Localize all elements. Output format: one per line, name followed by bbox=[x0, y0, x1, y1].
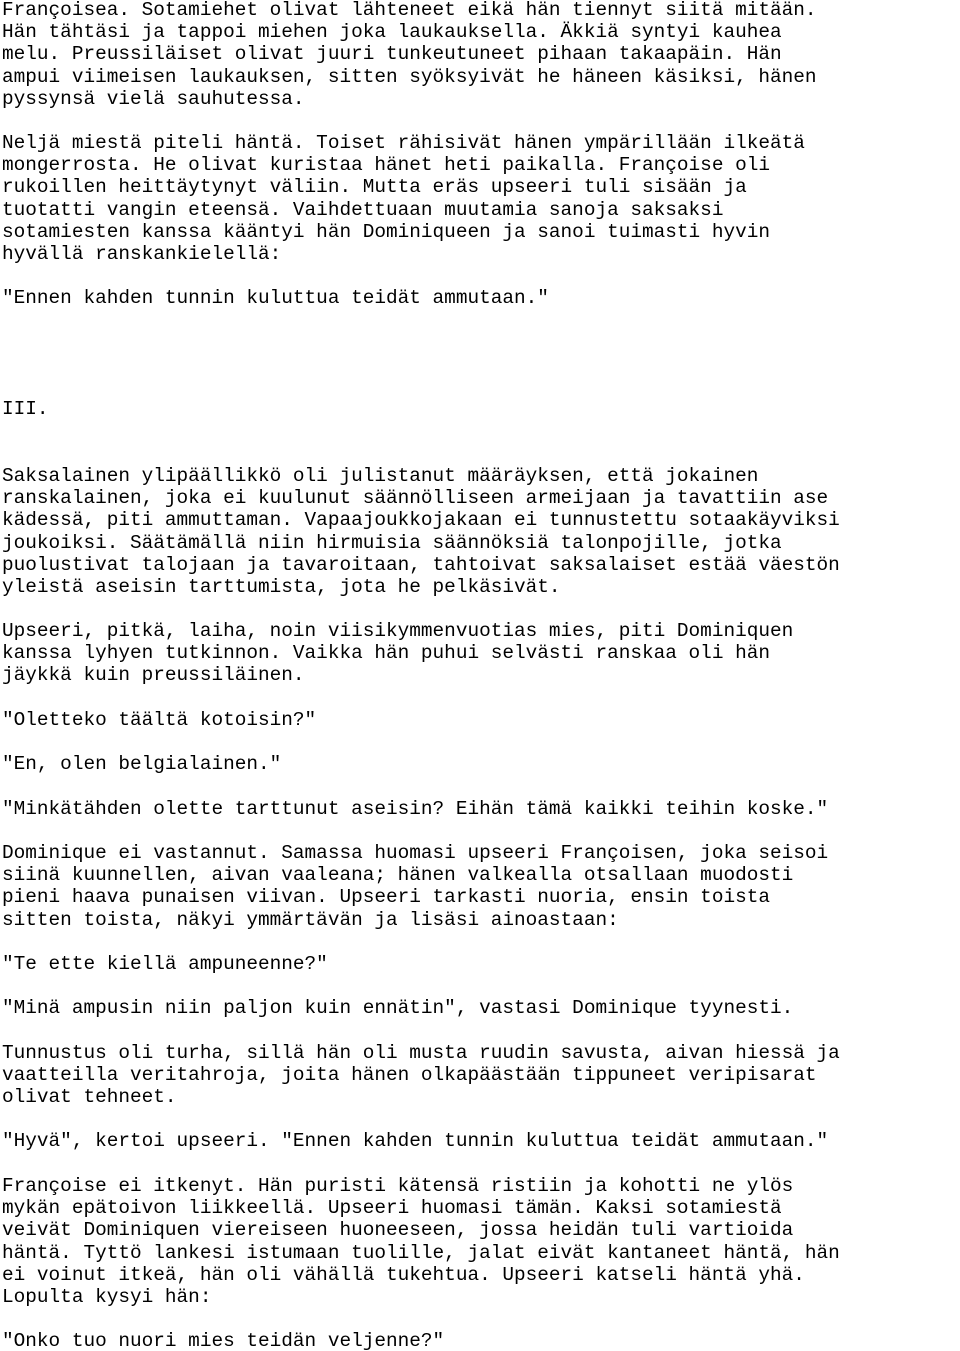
chapter-heading: III. bbox=[2, 398, 49, 420]
paragraph-4: Upseeri, pitkä, laiha, noin viisikymmenvuotias mies, piti Dominiquen kanssa lyhyen tutkinnon. Vaikka hän puhui selvästi ranskaa oli hän jäykkä kuin preussiläinen. bbox=[2, 620, 794, 687]
quote-1: "Ennen kahden tunnin kuluttua teidät ammutaan." bbox=[2, 287, 549, 309]
quote-7: "Hyvä", kertoi upseeri. "Ennen kahden tunnin kuluttua teidät ammutaan." bbox=[2, 1130, 829, 1152]
quote-8: "Onko tuo nuori mies teidän veljenne?" bbox=[2, 1330, 445, 1351]
quote-4: "Minkätähden olette tarttunut aseisin? Eihän tämä kaikki teihin koske." bbox=[2, 798, 829, 820]
paragraph-2: Neljä miestä piteli häntä. Toiset rähisivät hänen ympärillään ilkeätä mongerrosta. He olivat kuristaa hänet heti paikalla. Françoise oli rukoillen heittäytynyt väliin. Mutta eräs upseeri tuli sisään ja tuotatti vangin eteensä. Vaihdettuaan muutamia sanoja saksaksi sotamiesten kanssa kääntyi hän Dominiqueen ja sanoi tuimasti hyvin hyvällä ranskankielellä: bbox=[2, 132, 805, 266]
quote-6: "Minä ampusin niin paljon kuin ennätin", vastasi Dominique tyynesti. bbox=[2, 997, 794, 1019]
paragraph-6: Tunnustus oli turha, sillä hän oli musta ruudin savusta, aivan hiessä ja vaatteilla veritahroja, joita hänen olkapäästään tippuneet veripisarat olivat tehneet. bbox=[2, 1042, 840, 1109]
paragraph-3: Saksalainen ylipäällikkö oli julistanut määräyksen, että jokainen ranskalainen, joka ei kuulunut säännölliseen armeijaan ja tavattiin ase kädessä, piti ammuttaman. Vapaajoukkojakaan ei tunnustettu sotaakäyviksi joukoiksi. Säätämällä niin hirmuisia säännöksiä talonpojille, jotka puolustivat talojaan ja tavaroitaan, tahtoivat saksalaiset estää väestön yleistä aseisin tarttumista, jota he pelkäsivät. bbox=[2, 465, 840, 599]
paragraph-1: Françoisea. Sotamiehet olivat lähteneet eikä hän tiennyt siitä mitään. Hän tähtäsi ja tappoi miehen joka laukauksella. Äkkiä syntyi kauhea melu. Preussiläiset olivat juuri tunkeutuneet pihaan takaapäin. Hän ampui viimeisen laukauksen, sitten syöksyivät he häneen käsiksi, hänen pyssynsä vielä sauhutessa. bbox=[2, 0, 817, 110]
paragraph-7: Françoise ei itkenyt. Hän puristi kätensä ristiin ja kohotti ne ylös mykän epätoivon liikkeellä. Upseeri huomasi tämän. Kaksi sotamiestä veivät Dominiquen viereiseen huoneeseen, jossa heidän tuli vartioida häntä. Tyttö lankesi istumaan tuolille, jalat eivät kantaneet häntä, hän ei voinut itkeä, hän oli vähällä tukehtua. Upseeri katseli häntä yhä. Lopulta kysyi hän: bbox=[2, 1175, 840, 1309]
quote-5: "Te ette kiellä ampuneenne?" bbox=[2, 953, 328, 975]
quote-3: "En, olen belgialainen." bbox=[2, 753, 282, 775]
quote-2: "Oletteko täältä kotoisin?" bbox=[2, 709, 317, 731]
paragraph-5: Dominique ei vastannut. Samassa huomasi upseeri Françoisen, joka seisoi siinä kuunnellen, aivan vaaleana; hänen valkealla otsallaan muodosti pieni haava punaisen viivan. Upseeri tarkasti nuoria, ensin toista sitten toista, näkyi ymmärtävän ja lisäsi ainoastaan: bbox=[2, 842, 829, 931]
